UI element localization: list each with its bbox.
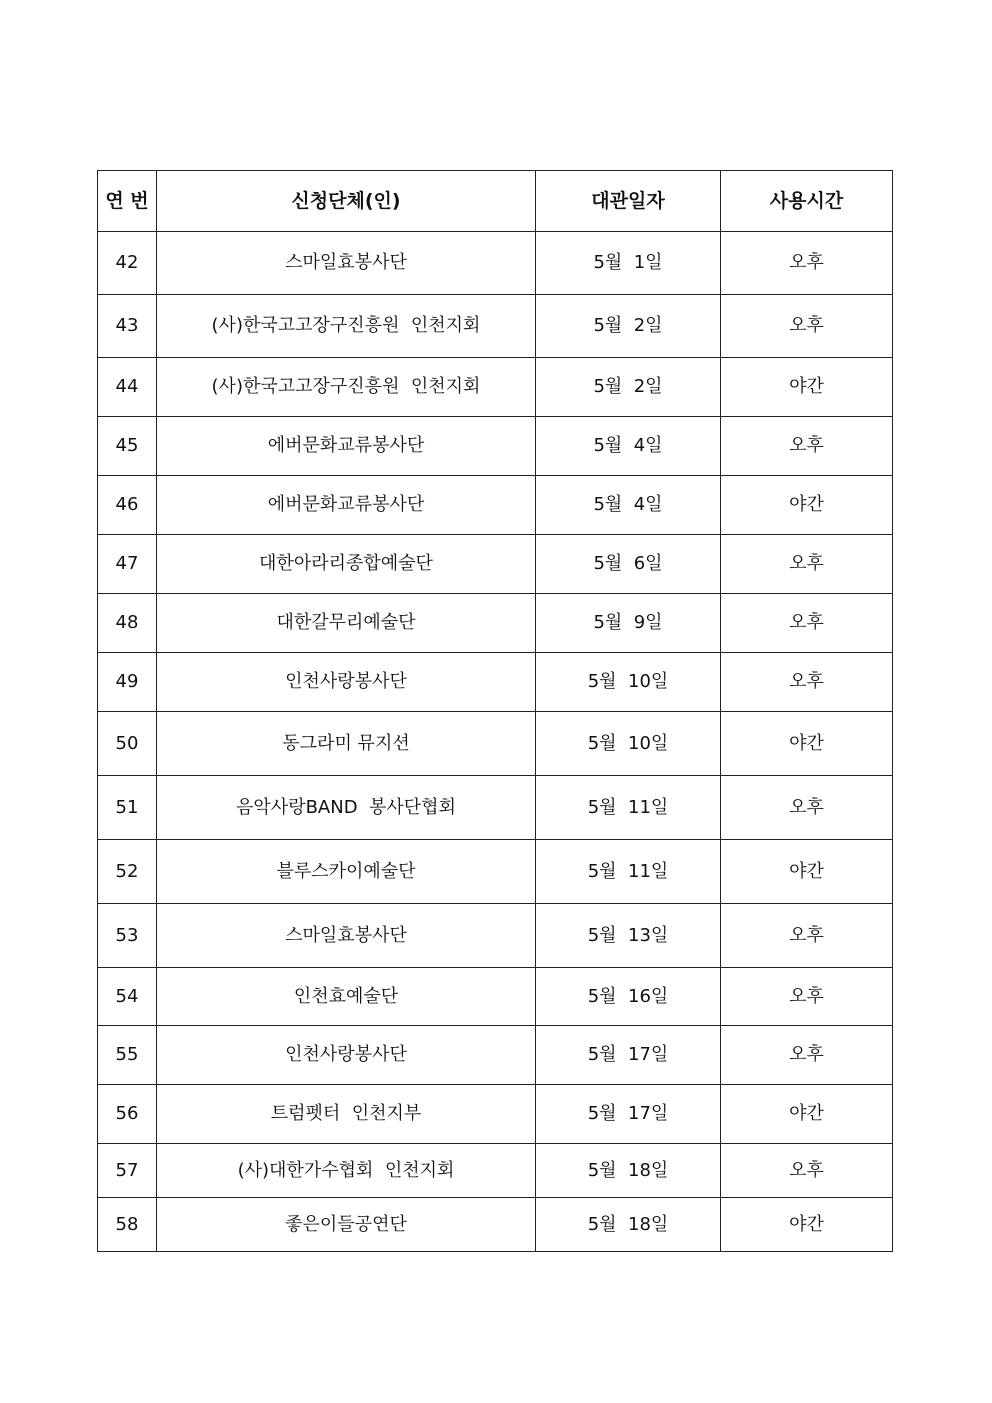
cell-time: 오후 <box>721 417 893 476</box>
table-body <box>98 232 893 1252</box>
cell-time: 오후 <box>721 232 893 295</box>
rental-schedule-table <box>97 170 893 1252</box>
cell-no: 42 <box>98 232 157 295</box>
cell-date: 5월 2일 <box>536 295 721 358</box>
cell-time: 오후 <box>721 295 893 358</box>
table-row <box>98 904 893 968</box>
cell-org: 에버문화교류봉사단 <box>157 417 536 476</box>
table-row <box>98 594 893 653</box>
table-row <box>98 653 893 712</box>
cell-time: 오후 <box>721 904 893 968</box>
cell-org: 블루스카이예술단 <box>157 840 536 904</box>
cell-org: 인천사랑봉사단 <box>157 653 536 712</box>
cell-time: 야간 <box>721 840 893 904</box>
cell-org: 에버문화교류봉사단 <box>157 476 536 535</box>
cell-date: 5월 11일 <box>536 776 721 840</box>
cell-date: 5월 18일 <box>536 1198 721 1252</box>
cell-date: 5월 17일 <box>536 1026 721 1085</box>
cell-date: 5월 17일 <box>536 1085 721 1144</box>
cell-no: 43 <box>98 295 157 358</box>
cell-date: 5월 10일 <box>536 653 721 712</box>
cell-no: 55 <box>98 1026 157 1085</box>
cell-no: 46 <box>98 476 157 535</box>
cell-no: 49 <box>98 653 157 712</box>
cell-no: 44 <box>98 358 157 417</box>
cell-no: 50 <box>98 712 157 776</box>
cell-time: 오후 <box>721 594 893 653</box>
cell-no: 45 <box>98 417 157 476</box>
header-no: 연 번 <box>98 171 157 232</box>
cell-date: 5월 2일 <box>536 358 721 417</box>
header-time: 사용시간 <box>721 171 893 232</box>
cell-org: (사)한국고고장구진흥원 인천지회 <box>157 295 536 358</box>
cell-org: 음악사랑BAND 봉사단협회 <box>157 776 536 840</box>
table-row <box>98 358 893 417</box>
cell-no: 58 <box>98 1198 157 1252</box>
cell-no: 57 <box>98 1144 157 1198</box>
table-row <box>98 776 893 840</box>
cell-no: 52 <box>98 840 157 904</box>
table-row <box>98 968 893 1026</box>
cell-time: 야간 <box>721 712 893 776</box>
header-org: 신청단체(인) <box>157 171 536 232</box>
header-date: 대관일자 <box>536 171 721 232</box>
table-row <box>98 232 893 295</box>
cell-date: 5월 18일 <box>536 1144 721 1198</box>
cell-org: 대한갈무리예술단 <box>157 594 536 653</box>
cell-date: 5월 4일 <box>536 476 721 535</box>
table-header-row <box>98 171 893 232</box>
cell-time: 오후 <box>721 653 893 712</box>
cell-time: 오후 <box>721 535 893 594</box>
cell-date: 5월 4일 <box>536 417 721 476</box>
table-row <box>98 417 893 476</box>
cell-org: 스마일효봉사단 <box>157 904 536 968</box>
cell-date: 5월 9일 <box>536 594 721 653</box>
cell-no: 51 <box>98 776 157 840</box>
table-row <box>98 1026 893 1085</box>
cell-time: 오후 <box>721 1026 893 1085</box>
cell-org: (사)한국고고장구진흥원 인천지회 <box>157 358 536 417</box>
cell-date: 5월 11일 <box>536 840 721 904</box>
table-row <box>98 1198 893 1252</box>
table-row <box>98 712 893 776</box>
cell-time: 야간 <box>721 1085 893 1144</box>
cell-org: (사)대한가수협회 인천지회 <box>157 1144 536 1198</box>
cell-no: 48 <box>98 594 157 653</box>
cell-time: 야간 <box>721 1198 893 1252</box>
cell-time: 오후 <box>721 1144 893 1198</box>
table-row <box>98 295 893 358</box>
cell-org: 대한아라리종합예술단 <box>157 535 536 594</box>
cell-org: 트럼펫터 인천지부 <box>157 1085 536 1144</box>
cell-date: 5월 16일 <box>536 968 721 1026</box>
cell-time: 야간 <box>721 476 893 535</box>
cell-date: 5월 6일 <box>536 535 721 594</box>
cell-no: 53 <box>98 904 157 968</box>
cell-no: 54 <box>98 968 157 1026</box>
cell-org: 인천효예술단 <box>157 968 536 1026</box>
cell-date: 5월 10일 <box>536 712 721 776</box>
table-row <box>98 840 893 904</box>
table-row <box>98 476 893 535</box>
cell-org: 동그라미 뮤지션 <box>157 712 536 776</box>
table-row <box>98 1085 893 1144</box>
cell-org: 좋은이들공연단 <box>157 1198 536 1252</box>
cell-org: 인천사랑봉사단 <box>157 1026 536 1085</box>
cell-no: 56 <box>98 1085 157 1144</box>
cell-time: 오후 <box>721 776 893 840</box>
table-row <box>98 1144 893 1198</box>
cell-date: 5월 13일 <box>536 904 721 968</box>
cell-time: 야간 <box>721 358 893 417</box>
cell-no: 47 <box>98 535 157 594</box>
table-row <box>98 535 893 594</box>
cell-time: 오후 <box>721 968 893 1026</box>
cell-date: 5월 1일 <box>536 232 721 295</box>
cell-org: 스마일효봉사단 <box>157 232 536 295</box>
